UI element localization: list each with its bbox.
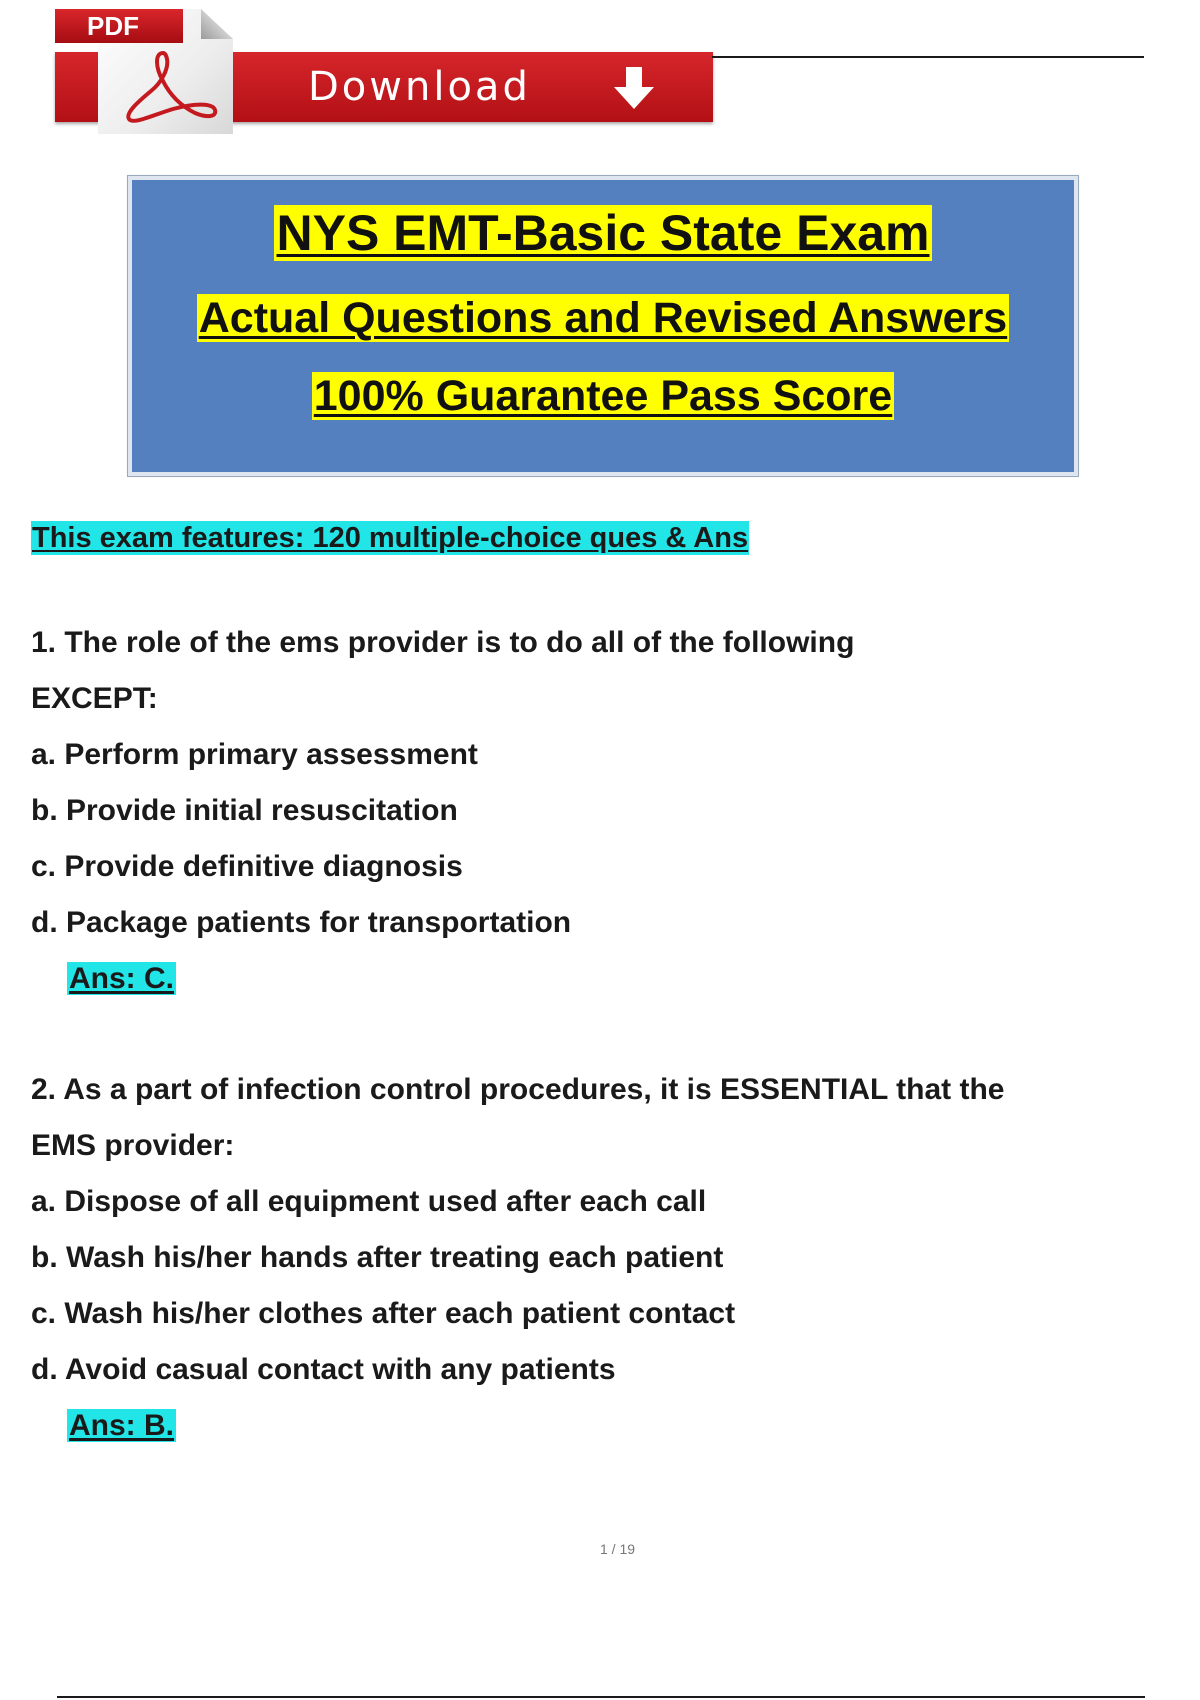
option-a: a. Perform primary assessment <box>31 738 478 771</box>
option-b: b. Wash his/her hands after treating each patient <box>31 1241 724 1274</box>
question-text-continued: EXCEPT: <box>31 682 158 715</box>
page-number: 1 / 19 <box>599 1541 636 1557</box>
acrobat-logo-icon <box>115 47 225 132</box>
question-text: 2. As a part of infection control procedures, it is ESSENTIAL that the <box>31 1073 1005 1106</box>
download-button-label[interactable]: Download <box>308 64 531 110</box>
option-b: b. Provide initial resuscitation <box>31 794 458 827</box>
download-arrow-icon[interactable] <box>610 65 658 111</box>
pdf-tag: PDF <box>55 9 183 43</box>
option-a: a. Dispose of all equipment used after each call <box>31 1185 707 1218</box>
question-text-continued: EMS provider: <box>31 1129 235 1162</box>
option-d: d. Package patients for transportation <box>31 906 572 939</box>
title-line-1: NYS EMT-Basic State Exam <box>276 205 930 261</box>
answer-label: Ans: C. <box>69 962 174 995</box>
pdf-download-badge[interactable] <box>55 5 715 140</box>
page-fold-icon <box>201 9 233 39</box>
title-line-2: Actual Questions and Revised Answers <box>198 294 1008 342</box>
question-1 <box>31 615 1151 1007</box>
question-2 <box>31 1062 1151 1454</box>
option-d: d. Avoid casual contact with any patients <box>31 1353 616 1386</box>
title-box <box>128 176 1078 476</box>
option-c: c. Wash his/her clothes after each patient contact <box>31 1297 736 1330</box>
title-line-3: 100% Guarantee Pass Score <box>313 372 893 420</box>
header-rule <box>712 56 1144 58</box>
option-c: c. Provide definitive diagnosis <box>31 850 463 883</box>
answer-label: Ans: B. <box>69 1409 174 1442</box>
footer-rule <box>57 1696 1145 1698</box>
exam-features-note: This exam features: 120 multiple-choice ques & Ans <box>32 522 749 554</box>
question-text: 1. The role of the ems provider is to do all of the following <box>31 626 855 659</box>
